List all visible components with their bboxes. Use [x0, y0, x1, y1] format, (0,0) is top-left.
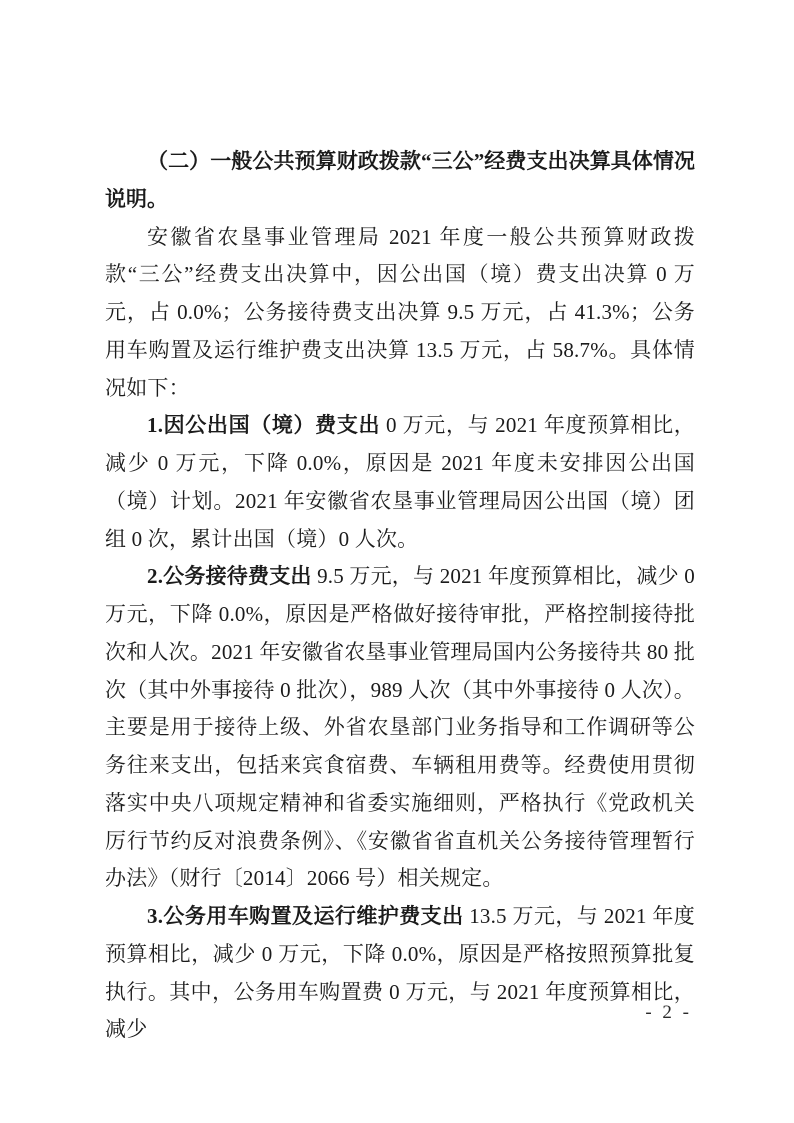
item-1-lead: 1.因公出国（境）费支出 — [147, 413, 381, 438]
item-2-text: 9.5 万元，与 2021 年度预算相比，减少 0 万元，下降 0.0%，原因是严格做好接待审批，严格控制接待批次和人次。2021 年安徽省农垦事业管理局国内公务接待共 80 批次（其中外事接待 0 批次），989 人次（其中外事接待 0 人次）。主要是用于接待上级、外省农垦部门业务指导和工作调研等公务往来支出，包括来宾食宿费、车辆租用费等。经费使用贯彻落实中央八项规定精神和省委实施细则，严格执行《党政机关厉行节约反对浪费条例》、《安徽省省直机关公务接待管理暂行办法》（财行〔2014〕2066 号）相关规定。 — [105, 564, 695, 891]
section-heading: （二）一般公共预算财政拨款“三公”经费支出决算具体情况说明。 — [105, 149, 695, 211]
item-3-text: 13.5 万元，与 2021 年度预算相比，减少 0 万元，下降 0.0%，原因是严格按照预算批复执行。其中，公务用车购置费 0 万元，与 2021 年度预算相比，减少 — [105, 904, 695, 1042]
item-2-lead: 2.公务接待费支出 — [147, 564, 312, 589]
page-number: - 2 - — [645, 1002, 692, 1023]
document-body — [105, 143, 695, 1049]
item-3-lead: 3.公务用车购置及运行维护费支出 — [147, 904, 464, 928]
item-paragraph-3 — [105, 898, 695, 1049]
intro-paragraph — [105, 219, 695, 408]
item-paragraph-2 — [105, 558, 695, 898]
intro-paragraph-text: 安徽省农垦事业管理局 2021 年度一般公共预算财政拨款“三公”经费支出决算中，因公出国（境）费支出决算 0 万元，占 0.0%；公务接待费支出决算 9.5 万元，占 41.3%；公务用车购置及运行维护费支出决算 13.5 万元，占 58.7%。具体情况如下： — [105, 224, 695, 400]
item-paragraph-1 — [105, 407, 695, 558]
item-1-text: 0 万元，与 2021 年度预算相比，减少 0 万元，下降 0.0%，原因是 2021 年度未安排因公出国（境）计划。2021 年安徽省农垦事业管理局因公出国（境）团组 0 次，累计出国（境）0 人次。 — [105, 413, 695, 551]
